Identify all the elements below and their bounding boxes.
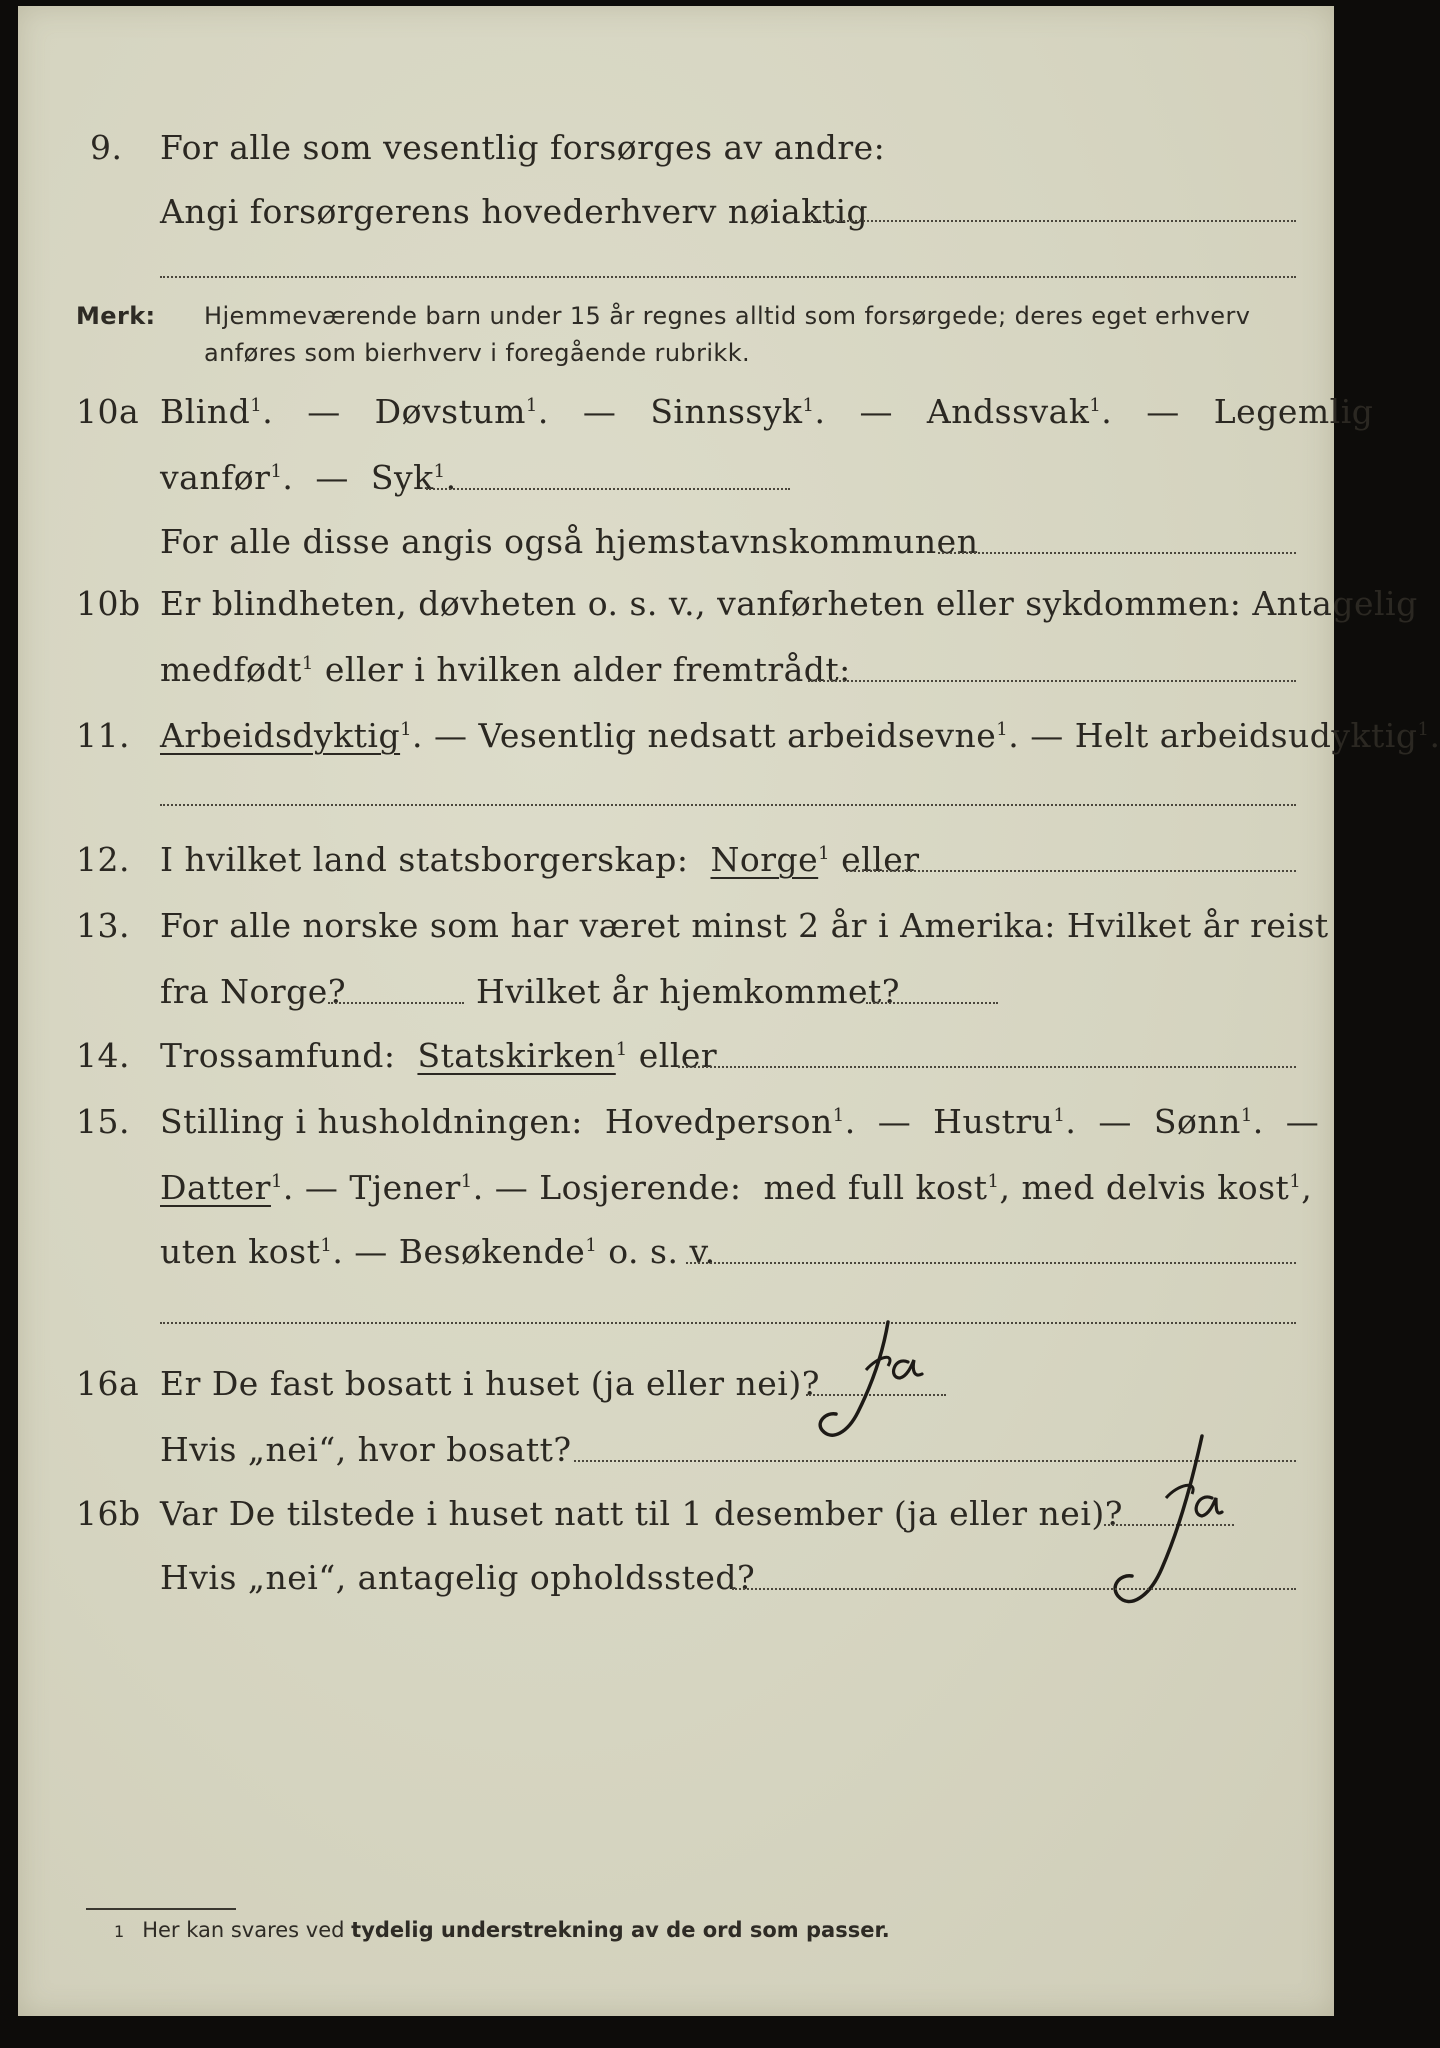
handwritten-answer-ja xyxy=(1070,1432,1220,1636)
question-text: vanfør$^1$. — Syk$^1$. xyxy=(160,458,457,497)
answer-line[interactable] xyxy=(160,1322,1296,1324)
note-label: Merk: xyxy=(76,302,156,330)
answer-line[interactable] xyxy=(328,1002,464,1004)
answer-line[interactable] xyxy=(808,680,1296,682)
question-text: Er blindheten, døvheten o. s. v., vanførheten eller sykdommen: Antagelig xyxy=(160,584,1418,623)
question-text: uten kost$^1$. — Besøkende$^1$ o. s. v. xyxy=(160,1232,716,1271)
question-text: For alle norske som har været minst 2 år i Amerika: Hvilket år reist xyxy=(160,906,1329,945)
question-text: For alle som vesentlig forsørges av andre: xyxy=(160,128,886,167)
question-text: fra Norge? xyxy=(160,972,347,1011)
question-text: Var De tilstede i huset natt til 1 desember (ja eller nei)? xyxy=(160,1494,1123,1533)
answer-line[interactable] xyxy=(846,870,1296,872)
underlined-answer: Norge xyxy=(710,840,819,879)
question-text: Hvis „nei“, antagelig opholdssted? xyxy=(160,1558,756,1597)
answer-line[interactable] xyxy=(732,1588,1296,1590)
answer-line[interactable] xyxy=(160,804,1296,806)
question-text: Angi forsørgerens hovederhverv nøiaktig xyxy=(160,192,869,231)
census-form-page xyxy=(18,6,1440,2016)
question-text: I hvilket land statsborgerskap: Norge$^1$ eller xyxy=(160,840,920,879)
question-text: Hvilket år hjemkommet? xyxy=(476,972,900,1011)
question-number: 9. xyxy=(90,128,123,167)
question-number: 15. xyxy=(76,1102,130,1141)
question-text: Arbeidsdyktig$^1$. — Vesentlig nedsatt arbeidsevne$^1$. — Helt arbeidsudyktig$^1$. xyxy=(160,716,1440,755)
answer-line[interactable] xyxy=(678,1066,1296,1068)
answer-line[interactable] xyxy=(866,1002,998,1004)
note-line-2: anføres som bierhverv i foregående rubrikk. xyxy=(204,339,751,367)
footnote-divider xyxy=(86,1908,236,1910)
answer-line[interactable] xyxy=(808,220,1296,222)
question-number: 10a xyxy=(76,392,140,431)
note-line-1: Hjemmeværende barn under 15 år regnes alltid som forsørgede; deres eget erhverv xyxy=(204,302,1251,330)
question-number: 11. xyxy=(76,716,130,755)
question-number: 14. xyxy=(76,1036,130,1075)
question-text: medfødt$^1$ eller i hvilken alder fremtrådt: xyxy=(160,650,851,689)
question-number: 16b xyxy=(76,1494,141,1533)
handwritten-answer-ja xyxy=(796,1316,936,1460)
question-text: Er De fast bosatt i huset (ja eller nei)? xyxy=(160,1364,820,1403)
underlined-answer: Datter xyxy=(160,1168,271,1207)
question-text: Datter$^1$. — Tjener$^1$. — Losjerende: med full kost$^1$, med delvis kost$^1$, xyxy=(160,1168,1313,1207)
question-number: 12. xyxy=(76,840,130,879)
question-text: For alle disse angis også hjemstavnskommunen xyxy=(160,522,979,561)
answer-line[interactable] xyxy=(686,1262,1296,1264)
question-number: 16a xyxy=(76,1364,140,1403)
answer-line[interactable] xyxy=(426,488,790,490)
question-text: Blind$^1$. — Døvstum$^1$. — Sinnssyk$^1$. — Andssvak$^1$. — Legemlig xyxy=(160,392,1374,431)
question-text: Trossamfund: Statskirken$^1$ eller xyxy=(160,1036,718,1075)
footnote: 1 Her kan svares ved tydelig understrekning av de ord som passer. xyxy=(114,1918,890,1942)
answer-line[interactable] xyxy=(160,276,1296,278)
answer-line[interactable] xyxy=(938,552,1296,554)
question-text: Hvis „nei“, hvor bosatt? xyxy=(160,1430,572,1469)
question-number: 13. xyxy=(76,906,130,945)
question-text: Stilling i husholdningen: Hovedperson$^1$. — Hustru$^1$. — Sønn$^1$. — xyxy=(160,1102,1320,1141)
underlined-answer: Arbeidsdyktig xyxy=(160,716,401,755)
question-number: 10b xyxy=(76,584,141,623)
underlined-answer: Statskirken xyxy=(417,1036,616,1075)
